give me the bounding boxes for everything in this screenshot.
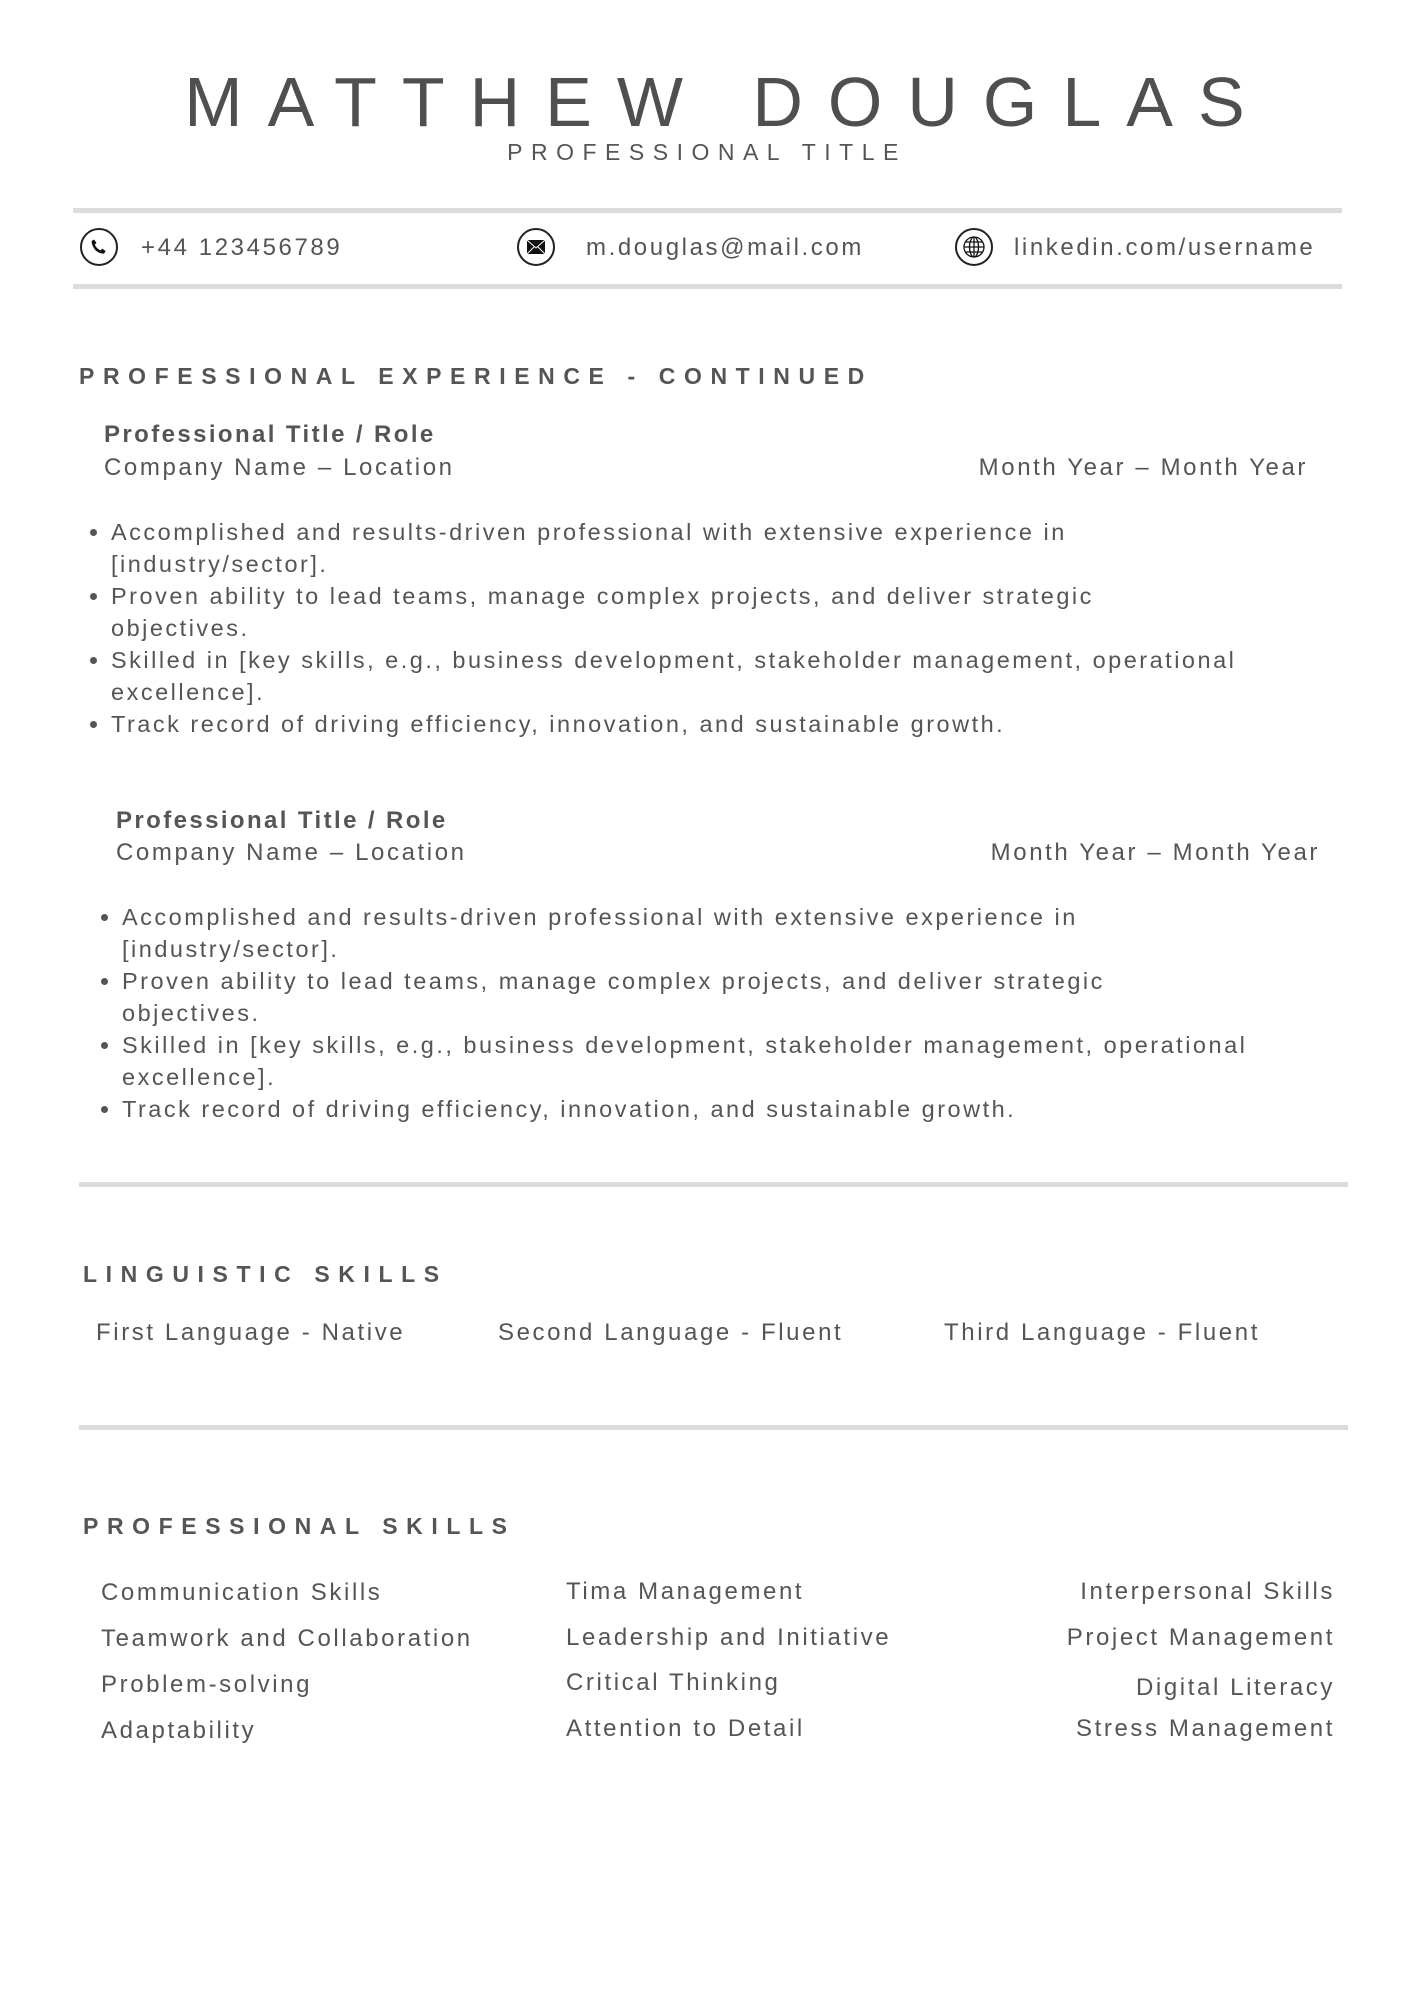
list-item: • Proven ability to lead teams, manage complex projects, and deliver strategic objectives. <box>111 580 1241 644</box>
skill-item: Digital Literacy <box>1136 1674 1335 1701</box>
phone-icon <box>80 228 118 266</box>
divider <box>73 208 1342 213</box>
skill-item: Leadership and Initiative <box>566 1624 892 1651</box>
section-heading-experience: PROFESSIONAL EXPERIENCE - CONTINUED <box>79 363 873 389</box>
job-bullets <box>87 516 1241 740</box>
job-bullets <box>98 901 1252 1125</box>
email-address[interactable]: m.douglas@mail.com <box>586 234 864 261</box>
globe-icon <box>955 228 993 266</box>
linkedin-url[interactable]: linkedin.com/username <box>1014 234 1316 261</box>
skill-item: Communication Skills <box>101 1579 383 1606</box>
candidate-name: MATTHEW DOUGLAS <box>184 63 1270 141</box>
professional-title: PROFESSIONAL TITLE <box>507 139 907 165</box>
job-dates: Month Year – Month Year <box>978 454 1308 481</box>
list-item: • Accomplished and results-driven professional with extensive experience in [industry/sector]. <box>122 901 1252 965</box>
list-item: • Track record of driving efficiency, innovation, and sustainable growth. <box>111 708 1241 740</box>
skill-item: Attention to Detail <box>566 1715 805 1742</box>
divider <box>73 284 1342 289</box>
section-heading-languages: LINGUISTIC SKILLS <box>83 1261 448 1287</box>
skill-item: Stress Management <box>1076 1715 1335 1742</box>
phone-number[interactable]: +44 123456789 <box>141 234 343 261</box>
list-item: • Track record of driving efficiency, innovation, and sustainable growth. <box>122 1093 1252 1125</box>
skill-item: Interpersonal Skills <box>1080 1578 1335 1605</box>
language-item: First Language - Native <box>96 1319 406 1346</box>
job-title: Professional Title / Role <box>116 807 448 834</box>
list-item: • Skilled in [key skills, e.g., business development, stakeholder management, operational excellence]. <box>122 1029 1252 1093</box>
skill-item: Critical Thinking <box>566 1669 781 1696</box>
skill-item: Tima Management <box>566 1578 805 1605</box>
list-item: • Accomplished and results-driven professional with extensive experience in [industry/sector]. <box>111 516 1241 580</box>
skill-item: Adaptability <box>101 1717 257 1744</box>
job-title: Professional Title / Role <box>104 421 436 448</box>
list-item: • Skilled in [key skills, e.g., business development, stakeholder management, operational excellence]. <box>111 644 1241 708</box>
job-company: Company Name – Location <box>104 454 455 481</box>
section-heading-skills: PROFESSIONAL SKILLS <box>83 1513 516 1539</box>
divider <box>79 1182 1348 1187</box>
language-item: Third Language - Fluent <box>944 1319 1260 1346</box>
job-company: Company Name – Location <box>116 839 467 866</box>
language-item: Second Language - Fluent <box>498 1319 844 1346</box>
skill-item: Problem-solving <box>101 1671 313 1698</box>
job-dates: Month Year – Month Year <box>990 839 1320 866</box>
list-item: • Proven ability to lead teams, manage complex projects, and deliver strategic objectives. <box>122 965 1252 1029</box>
divider <box>79 1425 1348 1430</box>
skill-item: Teamwork and Collaboration <box>101 1625 473 1652</box>
email-icon <box>517 228 555 266</box>
skill-item: Project Management <box>1066 1624 1335 1651</box>
